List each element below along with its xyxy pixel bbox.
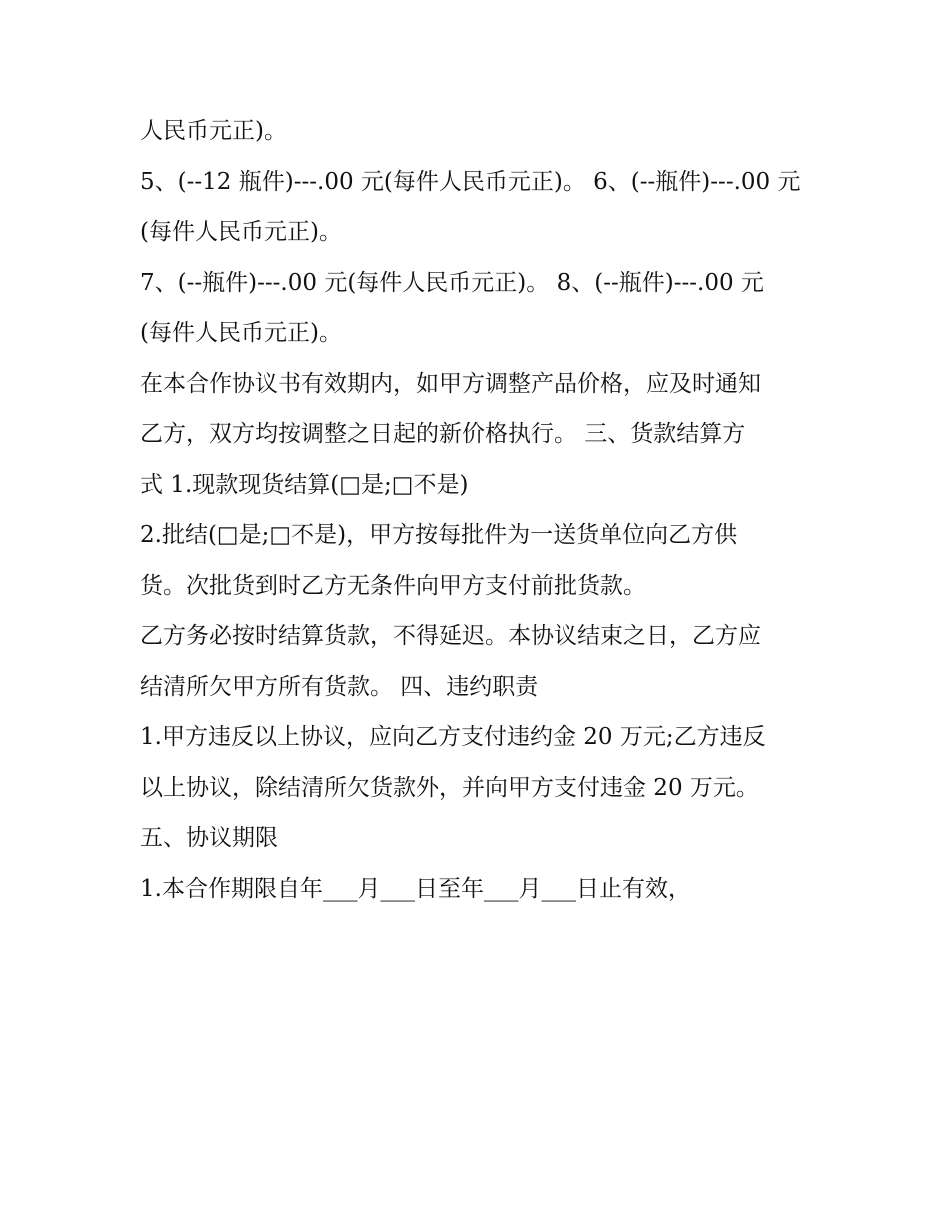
text-line: 乙方，双方均按调整之日起的新价格执行。 三、货款结算方 bbox=[140, 421, 746, 447]
text-line: 乙方务必按时结算货款，不得延迟。本协议结束之日，乙方应 bbox=[140, 623, 761, 649]
text-line: 1.甲方违反以上协议，应向乙方支付违约金 20 万元;乙方违反 bbox=[140, 724, 766, 750]
text-line: 人民币元正)。 bbox=[140, 118, 287, 144]
text-line: 以上协议，除结清所欠货款外，并向甲方支付违金 20 万元。 bbox=[140, 774, 759, 801]
text-line: 2.批结(□是;□不是)，甲方按每批件为一送货单位向乙方供 bbox=[140, 522, 738, 548]
text-line: 1.本合作期限自年___月___日至年___月___日止有效， bbox=[140, 875, 691, 902]
text-line: 5、(--12 瓶件)---.00 元(每件人民币元正)。 6、(--瓶件)---.00 元 bbox=[140, 168, 801, 195]
text-line: (每件人民币元正)。 bbox=[140, 219, 342, 245]
text-line: 7、(--瓶件)---.00 元(每件人民币元正)。 8、(--瓶件)---.00 元 bbox=[140, 269, 764, 296]
text-line: 在本合作协议书有效期内，如甲方调整产品价格，应及时通知 bbox=[140, 370, 761, 397]
agreement-text bbox=[140, 106, 830, 914]
text-line: 式 1.现款现货结算(□是;□不是) bbox=[140, 471, 469, 498]
text-line: 货。次批货到时乙方无条件向甲方支付前批货款。 bbox=[140, 572, 646, 599]
text-line: 结清所欠甲方所有货款。 四、违约职责 bbox=[140, 673, 539, 700]
text-line: 五、协议期限 bbox=[140, 825, 278, 851]
text-line: (每件人民币元正)。 bbox=[140, 320, 342, 346]
